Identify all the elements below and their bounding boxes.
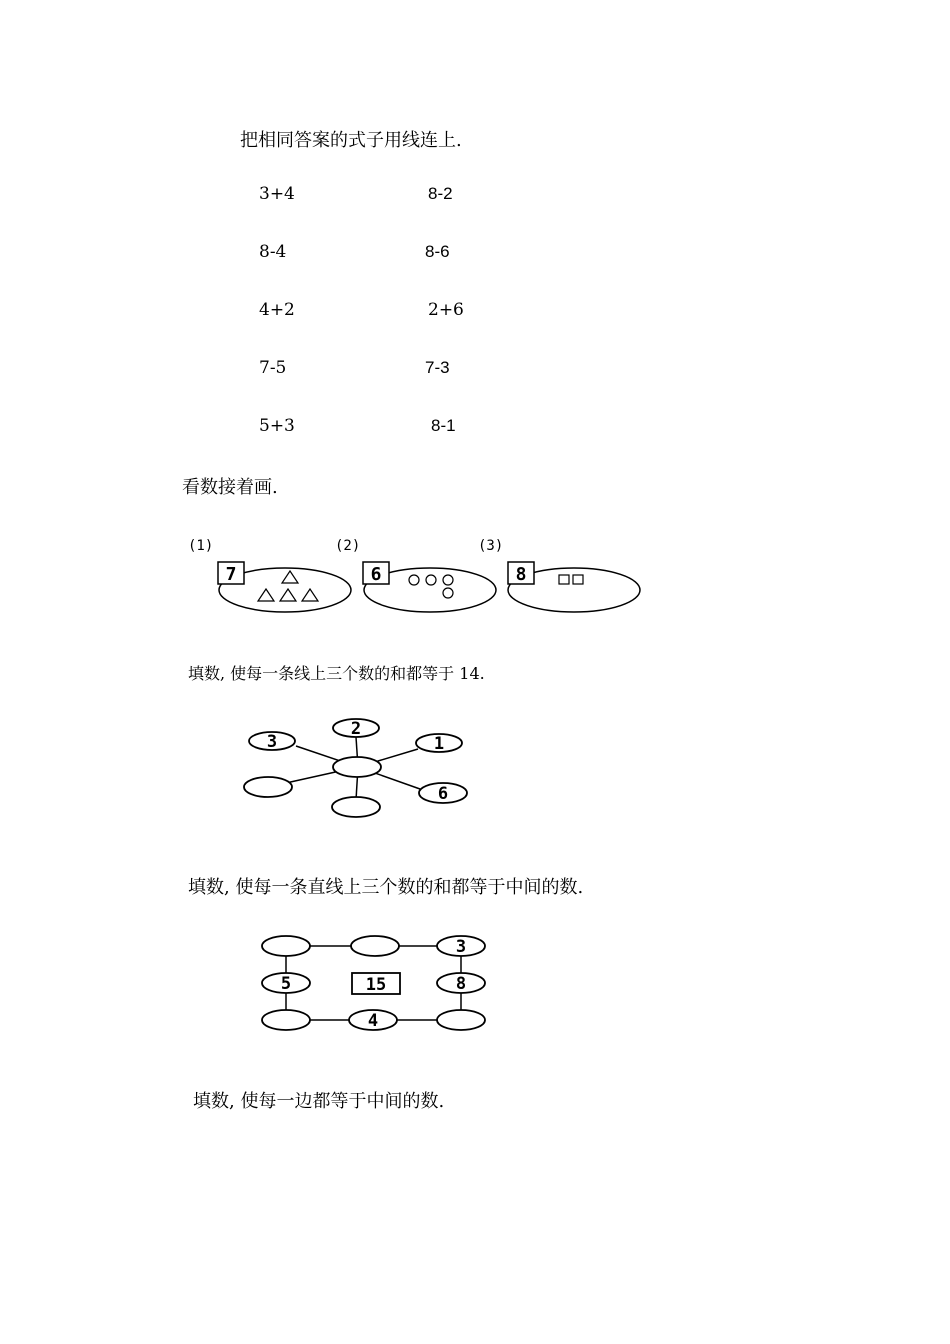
q1-left-expr: 5+3 xyxy=(259,416,295,436)
circle-icon xyxy=(443,575,453,585)
circle-icon xyxy=(443,588,453,598)
q3-node-lower-left xyxy=(244,777,292,797)
q4-node-tl xyxy=(262,936,310,956)
q2-item-label: (1) xyxy=(188,538,214,554)
q2-item-label: (3) xyxy=(478,538,504,554)
q1-right-expr: 8-6 xyxy=(425,242,450,261)
circle-icon xyxy=(426,575,436,585)
triangle-icon xyxy=(282,571,298,583)
q3-node-value: 2 xyxy=(350,719,362,739)
triangle-icon xyxy=(280,589,296,601)
triangle-icon xyxy=(258,589,274,601)
q2-number: 8 xyxy=(515,564,527,585)
q4-node-value: 5 xyxy=(280,974,292,994)
q1-left-expr: 3+4 xyxy=(259,184,295,204)
q2-number: 7 xyxy=(225,564,237,585)
q3-node-bottom xyxy=(332,797,380,817)
q4-node-tm xyxy=(351,936,399,956)
q4-node-value: 3 xyxy=(455,937,467,957)
q2-figure xyxy=(183,535,653,615)
square-icon xyxy=(573,575,583,584)
q3-title: 填数, 使每一条线上三个数的和都等于 14. xyxy=(188,664,485,683)
q1-right-expr: 8-1 xyxy=(431,416,456,435)
q3-node-value: 3 xyxy=(266,732,278,752)
q2-title: 看数接着画. xyxy=(182,477,278,498)
q4-node-value: 8 xyxy=(455,974,467,994)
triangle-icon xyxy=(302,589,318,601)
q3-node-value: 1 xyxy=(433,734,445,754)
q1-right-expr: 2+6 xyxy=(428,300,464,320)
q4-node-value: 4 xyxy=(367,1011,379,1031)
q3-star-figure xyxy=(238,715,478,825)
square-icon xyxy=(559,575,569,584)
q3-node-center xyxy=(333,757,381,777)
q2-item-label: (2) xyxy=(335,538,361,554)
q2-number: 6 xyxy=(370,564,382,585)
q1-right-expr: 8-2 xyxy=(428,184,453,203)
q1-right-expr: 7-3 xyxy=(425,358,450,377)
q4-node-br xyxy=(437,1010,485,1030)
q4-square-figure xyxy=(255,930,495,1040)
circle-icon xyxy=(409,575,419,585)
q1-title: 把相同答案的式子用线连上. xyxy=(240,130,462,151)
q4-node-bl xyxy=(262,1010,310,1030)
q4-center-value: 15 xyxy=(365,975,387,995)
q1-left-expr: 7-5 xyxy=(259,358,287,378)
q4-title: 填数, 使每一条直线上三个数的和都等于中间的数. xyxy=(188,877,584,898)
q1-left-expr: 8-4 xyxy=(259,242,287,262)
q1-left-expr: 4+2 xyxy=(259,300,295,320)
q5-title: 填数, 使每一边都等于中间的数. xyxy=(193,1091,445,1112)
q3-node-value: 6 xyxy=(437,784,449,804)
